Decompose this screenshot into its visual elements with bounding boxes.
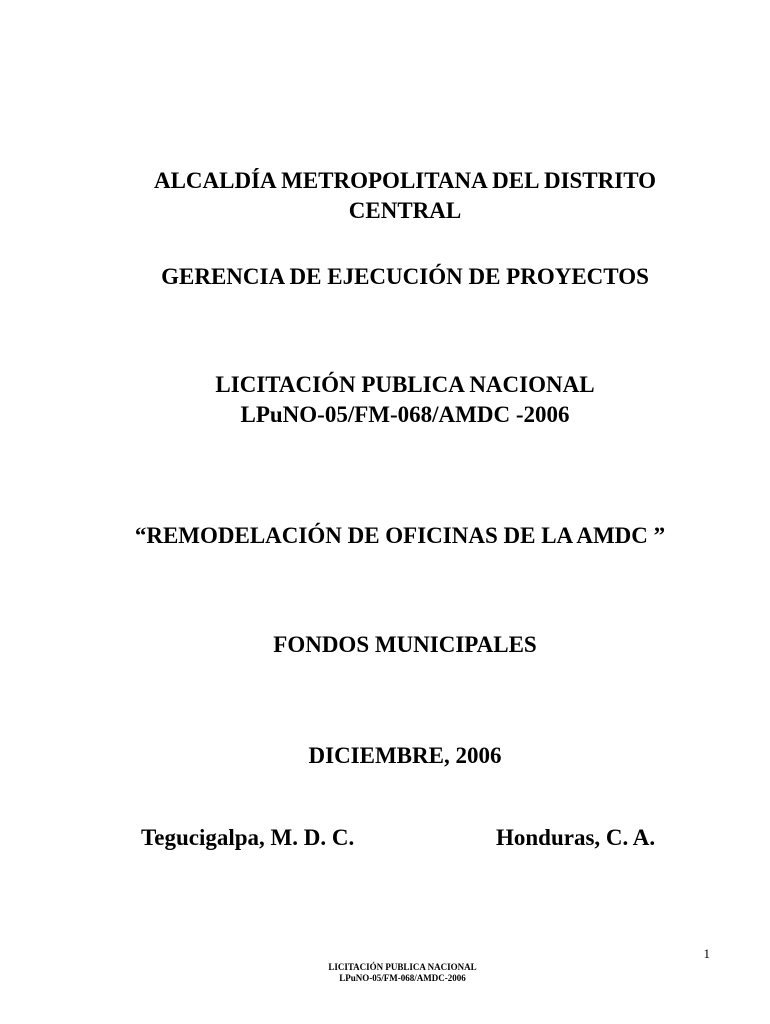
document-date: DICIEMBRE, 2006 [308,743,502,768]
footer-line2: LPuNO-05/FM-068/AMDC-2006 [339,973,466,983]
tender-code: LPuNO-05/FM-068/AMDC -2006 [240,402,570,427]
page-footer [0,962,770,984]
funding-source: FONDOS MUNICIPALES [273,632,537,657]
country-location: Honduras, C. A. [496,825,656,850]
project-title: “REMODELACIÓN DE OFICINAS DE LA AMDC ” [134,523,666,548]
city-location: Tegucigalpa, M. D. C. [141,825,355,850]
page-number: 1 [703,946,710,961]
tender-type: LICITACIÓN PUBLICA NACIONAL [215,372,595,397]
footer-line1: LICITACIÓN PUBLICA NACIONAL [328,962,477,972]
department-name: GERENCIA DE EJECUCIÓN DE PROYECTOS [161,264,649,289]
organization-name-line1: ALCALDÍA METROPOLITANA DEL DISTRITO [153,168,657,193]
organization-name-line2: CENTRAL [348,198,462,223]
